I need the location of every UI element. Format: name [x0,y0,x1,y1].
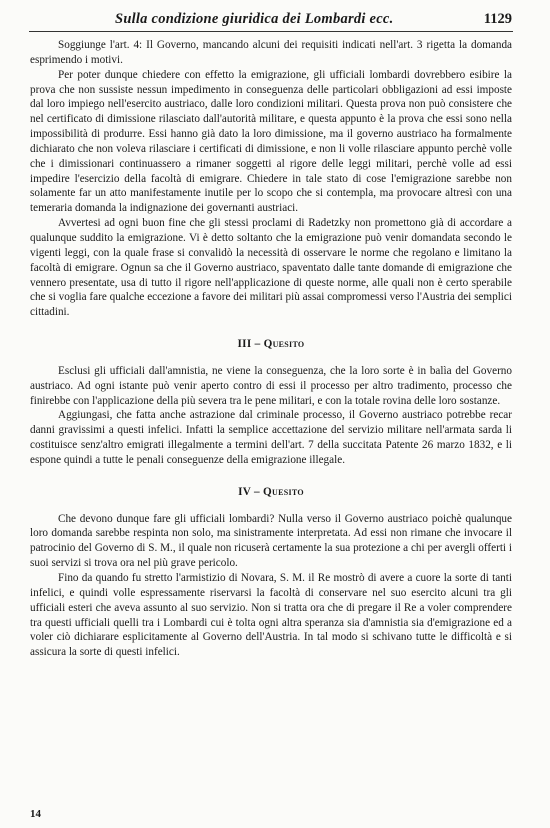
header-rule [29,31,513,32]
body-paragraph: Aggiungasi, che fatta anche astrazione dal criminale processo, il Governo austriaco potrebbe recar danni gravissimi a questi infelici. Infatti la semplice accettazione del servizio militare nell'armata sarda li costituisce senz'altro emigrati illegalmente a termini dell'art. 7 della succitata Patente 26 marzo 1832, e li espone quindi a tutte le penali conseguenze della emigrazione illegale. [30,409,512,466]
section-heading-iv: IV – Quesito [238,485,304,498]
running-title: Sulla condizione giuridica dei Lombardi ecc. [115,11,394,27]
body-paragraph: Fino da quando fu stretto l'armistizio di Novara, S. M. il Re mostrò di avere a cuore la sorte di tanti infelici, e quindi volle espressamente riservarsi la facoltà di conservare nel suo esercito alcuni tra gli ufficiali esteri che aveva assunto al suo servizio. Non si tratta ora che di pregare il Re a voler comprendere tra questi ufficiali quelli tra i Lombardi cui è tolta ogni altra speranza sia d'amnistia sia d'emigrazione ed a voler ciò dichiarare esplicitamente al Governo dell'Austria. In tal modo si schivano tutte le difficoltà e si assicura la sorte di questi infelici. [30,572,512,659]
section-heading-iii: III – Quesito [237,338,305,351]
body-paragraph: Soggiunge l'art. 4: Il Governo, mancando alcuni dei requisiti indicati nell'art. 3 rigetta la domanda esprimendo i motivi. [30,39,512,66]
body-paragraph: Esclusi gli ufficiali dall'amnistia, ne viene la conseguenza, che la loro sorte è in balìa del Governo austriaco. Ad ogni istante può venir aperto contro di essi il processo per altro tradimento, processo che finirebbe con l'applicazione della più severa tra le pene militari, e con la totale rovina delle loro sostanze. [30,364,512,407]
document-body [30,38,512,660]
signature-mark: 14 [30,808,41,820]
page-number: 1129 [483,11,512,27]
running-head [0,11,550,27]
body-paragraph: Per poter dunque chiedere con effetto la emigrazione, gli ufficiali lombardi dovrebbero esibire la prova che non sussiste nessun impedimento in conseguenza delle particolari obbligazioni ad essi imposte dal loro impiego nell'esercito austriaco, dalle loro condizioni militari. Questa prova non può consistere che nel certificato di dimissione rilasciato dall'autorità militare, e questa appunto è la prova che essi sono nella impossibilità di produrre. Essi hanno già dato la loro dimissione, ma il governo austriaco ha formalmente dichiarato che non voleva rilasciare i certificati di dimissione, e non li volle rilasciare appunto perchè volle che i dimissionari continuassero a rimaner soggetti al rigore delle leggi militari, perchè volle ad essi impedire l'esercizio della facoltà di emigrare. Chiedere in tale stato di cose l'emigrazione sarebbe non solamente far un atto manifestamente inutile per lo scopo che si contempla, ma provocare altresì con una temeraria domanda la indignazione dei governanti austriaci. [30,68,512,215]
body-paragraph: Avvertesi ad ogni buon fine che gli stessi proclami di Radetzky non promettono già di accordare a qualunque suddito la emigrazione. Vi è detto soltanto che la emigrazione può venir domandata secondo le vigenti leggi, con la quale frase si convalidò la necessità di osservare le norme che regolano e limitano la facoltà di emigrare. Ognun sa che il Governo austriaco, spaventato dalle tante domande di emigrazione che vennero presentate, usa di tutto il rigore nell'applicazione di queste norme, alle quali non è certo sperabile che si voglia fare qualche eccezione a favore dei militari più assai compromessi verso l'Austria dei semplici cittadini. [30,217,512,319]
body-paragraph: Che devono dunque fare gli ufficiali lombardi? Nulla verso il Governo austriaco poichè qualunque loro domanda sarebbe respinta non solo, ma sinistramente interpretata. Ad essi non rimane che invocare il patrocinio del Governo di S. M., il quale non ricuserà certamente la sua protezione a chi per avergli offerti i suoi servizi si trova ora nel più grave pericolo. [30,512,512,570]
